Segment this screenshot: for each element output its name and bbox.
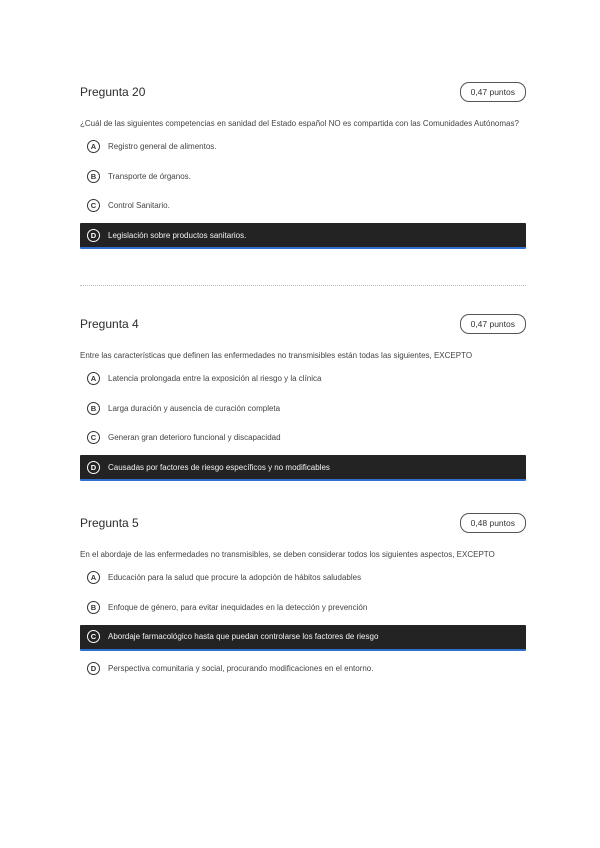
- question-text: ¿Cuál de las siguientes competencias en sanidad del Estado español NO es compartida con las Comunidades Autónomas?: [80, 119, 519, 128]
- option-letter-icon: D: [87, 461, 100, 474]
- points-badge: 0,47 puntos: [460, 82, 526, 102]
- option-letter-icon: A: [87, 571, 100, 584]
- option-c-selected[interactable]: [80, 625, 526, 651]
- option-c[interactable]: [80, 426, 526, 450]
- question-header: [80, 82, 526, 104]
- option-a[interactable]: [80, 367, 526, 391]
- option-b[interactable]: [80, 595, 526, 619]
- option-letter-icon: A: [87, 140, 100, 153]
- question-title: Pregunta 5: [80, 516, 139, 530]
- option-label: Registro general de alimentos.: [108, 142, 217, 151]
- option-label: Legislación sobre productos sanitarios.: [108, 230, 247, 240]
- option-letter-icon: B: [87, 601, 100, 614]
- option-label: Control Sanitario.: [108, 201, 170, 210]
- option-letter-icon: A: [87, 372, 100, 385]
- option-label: Causadas por factores de riesgo específicos y no modificables: [108, 462, 330, 472]
- option-label: Generan gran deterioro funcional y discapacidad: [108, 433, 281, 442]
- option-letter-icon: B: [87, 170, 100, 183]
- option-label: Transporte de órganos.: [108, 171, 191, 181]
- option-d[interactable]: [80, 656, 526, 680]
- question-card: [80, 314, 526, 481]
- question-header: [80, 513, 526, 535]
- option-label: Educación para la salud que procure la adopción de hábitos saludables: [108, 573, 362, 582]
- section-divider: [80, 285, 526, 286]
- option-label: Latencia prolongada entre la exposición al riesgo y la clínica: [108, 374, 322, 383]
- option-label: Larga duración y ausencia de curación completa: [108, 403, 281, 413]
- points-badge: 0,47 puntos: [460, 314, 526, 334]
- option-letter-icon: C: [87, 199, 100, 212]
- question-text: Entre las características que definen las enfermedades no transmisibles están todas las siguientes, EXCEPTO: [80, 351, 473, 360]
- option-a[interactable]: [80, 135, 526, 159]
- question-header: [80, 314, 526, 336]
- option-label: Perspectiva comunitaria y social, procurando modificaciones en el entorno.: [108, 663, 374, 673]
- question-title: Pregunta 20: [80, 85, 146, 99]
- option-letter-icon: C: [87, 431, 100, 444]
- options-list: [80, 367, 526, 482]
- option-label: Enfoque de género, para evitar inequidades en la detección y prevención: [108, 602, 368, 612]
- option-letter-icon: D: [87, 662, 100, 675]
- question-card: [80, 513, 526, 680]
- points-badge: 0,48 puntos: [460, 513, 526, 533]
- options-list: [80, 566, 526, 681]
- option-letter-icon: C: [87, 630, 100, 643]
- question-title: Pregunta 4: [80, 317, 139, 331]
- option-b[interactable]: [80, 164, 526, 188]
- option-a[interactable]: [80, 566, 526, 590]
- option-d-selected[interactable]: [80, 455, 526, 481]
- question-text: En el abordaje de las enfermedades no transmisibles, se deben considerar todos los siguientes aspectos, EXCEPTO: [80, 550, 495, 559]
- option-c[interactable]: [80, 194, 526, 218]
- options-list: [80, 135, 526, 250]
- option-letter-icon: D: [87, 229, 100, 242]
- option-d-selected[interactable]: [80, 223, 526, 249]
- option-b[interactable]: [80, 396, 526, 420]
- option-letter-icon: B: [87, 402, 100, 415]
- option-label: Abordaje farmacológico hasta que puedan controlarse los factores de riesgo: [108, 632, 379, 641]
- question-card: [80, 82, 526, 249]
